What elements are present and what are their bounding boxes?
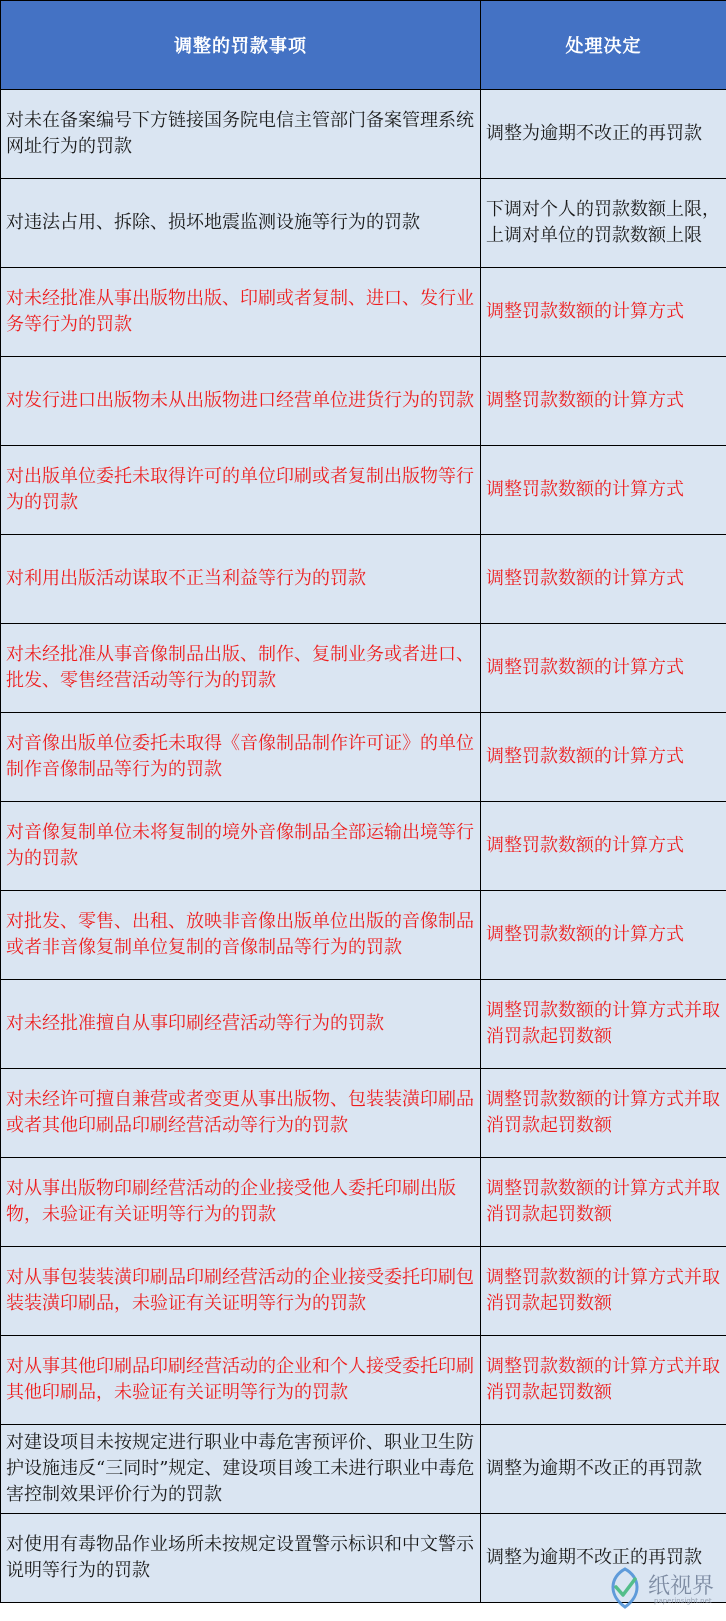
- penalty-item-cell: 对违法占用、拆除、损坏地震监测设施等行为的罚款: [1, 179, 481, 268]
- decision-cell: 调整罚款数额的计算方式: [481, 713, 726, 802]
- table-row: [1, 179, 726, 268]
- penalty-item-cell: 对未经许可擅自兼营或者变更从事出版物、包装装潢印刷品或者其他印刷品印刷经营活动等行为的罚款: [1, 1069, 481, 1158]
- penalty-item-cell: 对未在备案编号下方链接国务院电信主管部门备案管理系统网址行为的罚款: [1, 90, 481, 179]
- decision-cell: 调整罚款数额的计算方式: [481, 802, 726, 891]
- penalty-item-cell: 对从事出版物印刷经营活动的企业接受他人委托印刷出版物，未验证有关证明等行为的罚款: [1, 1158, 481, 1247]
- penalty-item-cell: 对音像出版单位委托未取得《音像制品制作许可证》的单位制作音像制品等行为的罚款: [1, 713, 481, 802]
- decision-cell: 调整罚款数额的计算方式并取消罚款起罚数额: [481, 1158, 726, 1247]
- table-row: [1, 980, 726, 1069]
- table-row: [1, 446, 726, 535]
- decision-cell: 调整罚款数额的计算方式: [481, 446, 726, 535]
- table-row: [1, 1247, 726, 1336]
- decision-cell: 调整罚款数额的计算方式: [481, 357, 726, 446]
- table-row: [1, 268, 726, 357]
- table-row: [1, 357, 726, 446]
- table-row: [1, 90, 726, 179]
- penalty-item-cell: 对发行进口出版物未从出版物进口经营单位进货行为的罚款: [1, 357, 481, 446]
- penalty-item-cell: 对未经批准擅自从事印刷经营活动等行为的罚款: [1, 980, 481, 1069]
- table-row: [1, 535, 726, 624]
- decision-cell: 调整罚款数额的计算方式: [481, 268, 726, 357]
- table-row: [1, 624, 726, 713]
- table-body: [1, 90, 726, 1603]
- penalty-item-cell: 对利用出版活动谋取不正当利益等行为的罚款: [1, 535, 481, 624]
- table-row: [1, 713, 726, 802]
- table-header-row: [1, 1, 726, 90]
- watermark-text: 纸视界: [648, 1574, 715, 1599]
- decision-cell: 调整罚款数额的计算方式并取消罚款起罚数额: [481, 1247, 726, 1336]
- penalty-item-cell: 对批发、零售、出租、放映非音像出版单位出版的音像制品或者非音像复制单位复制的音像制品等行为的罚款: [1, 891, 481, 980]
- penalty-item-cell: 对未经批准从事出版物出版、印刷或者复制、进口、发行业务等行为的罚款: [1, 268, 481, 357]
- decision-cell: 调整罚款数额的计算方式并取消罚款起罚数额: [481, 980, 726, 1069]
- decision-cell: 调整为逾期不改正的再罚款: [481, 90, 726, 179]
- penalty-item-cell: 对从事其他印刷品印刷经营活动的企业和个人接受委托印刷其他印刷品，未验证有关证明等行为的罚款: [1, 1336, 481, 1425]
- decision-cell: 调整罚款数额的计算方式: [481, 624, 726, 713]
- decision-cell: 调整为逾期不改正的再罚款: [481, 1514, 726, 1603]
- table-row: [1, 1336, 726, 1425]
- penalty-item-cell: 对出版单位委托未取得许可的单位印刷或者复制出版物等行为的罚款: [1, 446, 481, 535]
- penalty-item-cell: 对从事包装装潢印刷品印刷经营活动的企业接受委托印刷包装装潢印刷品，未验证有关证明等行为的罚款: [1, 1247, 481, 1336]
- decision-cell: 调整罚款数额的计算方式并取消罚款起罚数额: [481, 1336, 726, 1425]
- penalty-item-cell: 对使用有毒物品作业场所未按规定设置警示标识和中文警示说明等行为的罚款: [1, 1514, 481, 1603]
- penalty-item-cell: 对建设项目未按规定进行职业中毒危害预评价、职业卫生防护设施违反“三同时”规定、建设项目竣工未进行职业中毒危害控制效果评价行为的罚款: [1, 1425, 481, 1514]
- table-row: [1, 802, 726, 891]
- header-decision: 处理决定: [481, 1, 726, 90]
- decision-cell: 下调对个人的罚款数额上限，上调对单位的罚款数额上限: [481, 179, 726, 268]
- header-penalty-item: 调整的罚款事项: [1, 1, 481, 90]
- table-row: [1, 1069, 726, 1158]
- watermark-url: paperinsight.net: [654, 1597, 712, 1605]
- decision-cell: 调整罚款数额的计算方式并取消罚款起罚数额: [481, 1069, 726, 1158]
- penalty-item-cell: 对未经批准从事音像制品出版、制作、复制业务或者进口、批发、零售经营活动等行为的罚款: [1, 624, 481, 713]
- watermark-logo: [604, 1563, 714, 1613]
- penalty-item-cell: 对音像复制单位未将复制的境外音像制品全部运输出境等行为的罚款: [1, 802, 481, 891]
- decision-cell: 调整为逾期不改正的再罚款: [481, 1425, 726, 1514]
- watermark-leaf-icon: [604, 1565, 646, 1611]
- table-row: [1, 1158, 726, 1247]
- table-row: [1, 1425, 726, 1514]
- decision-cell: 调整罚款数额的计算方式: [481, 535, 726, 624]
- table-row: [1, 891, 726, 980]
- decision-cell: 调整罚款数额的计算方式: [481, 891, 726, 980]
